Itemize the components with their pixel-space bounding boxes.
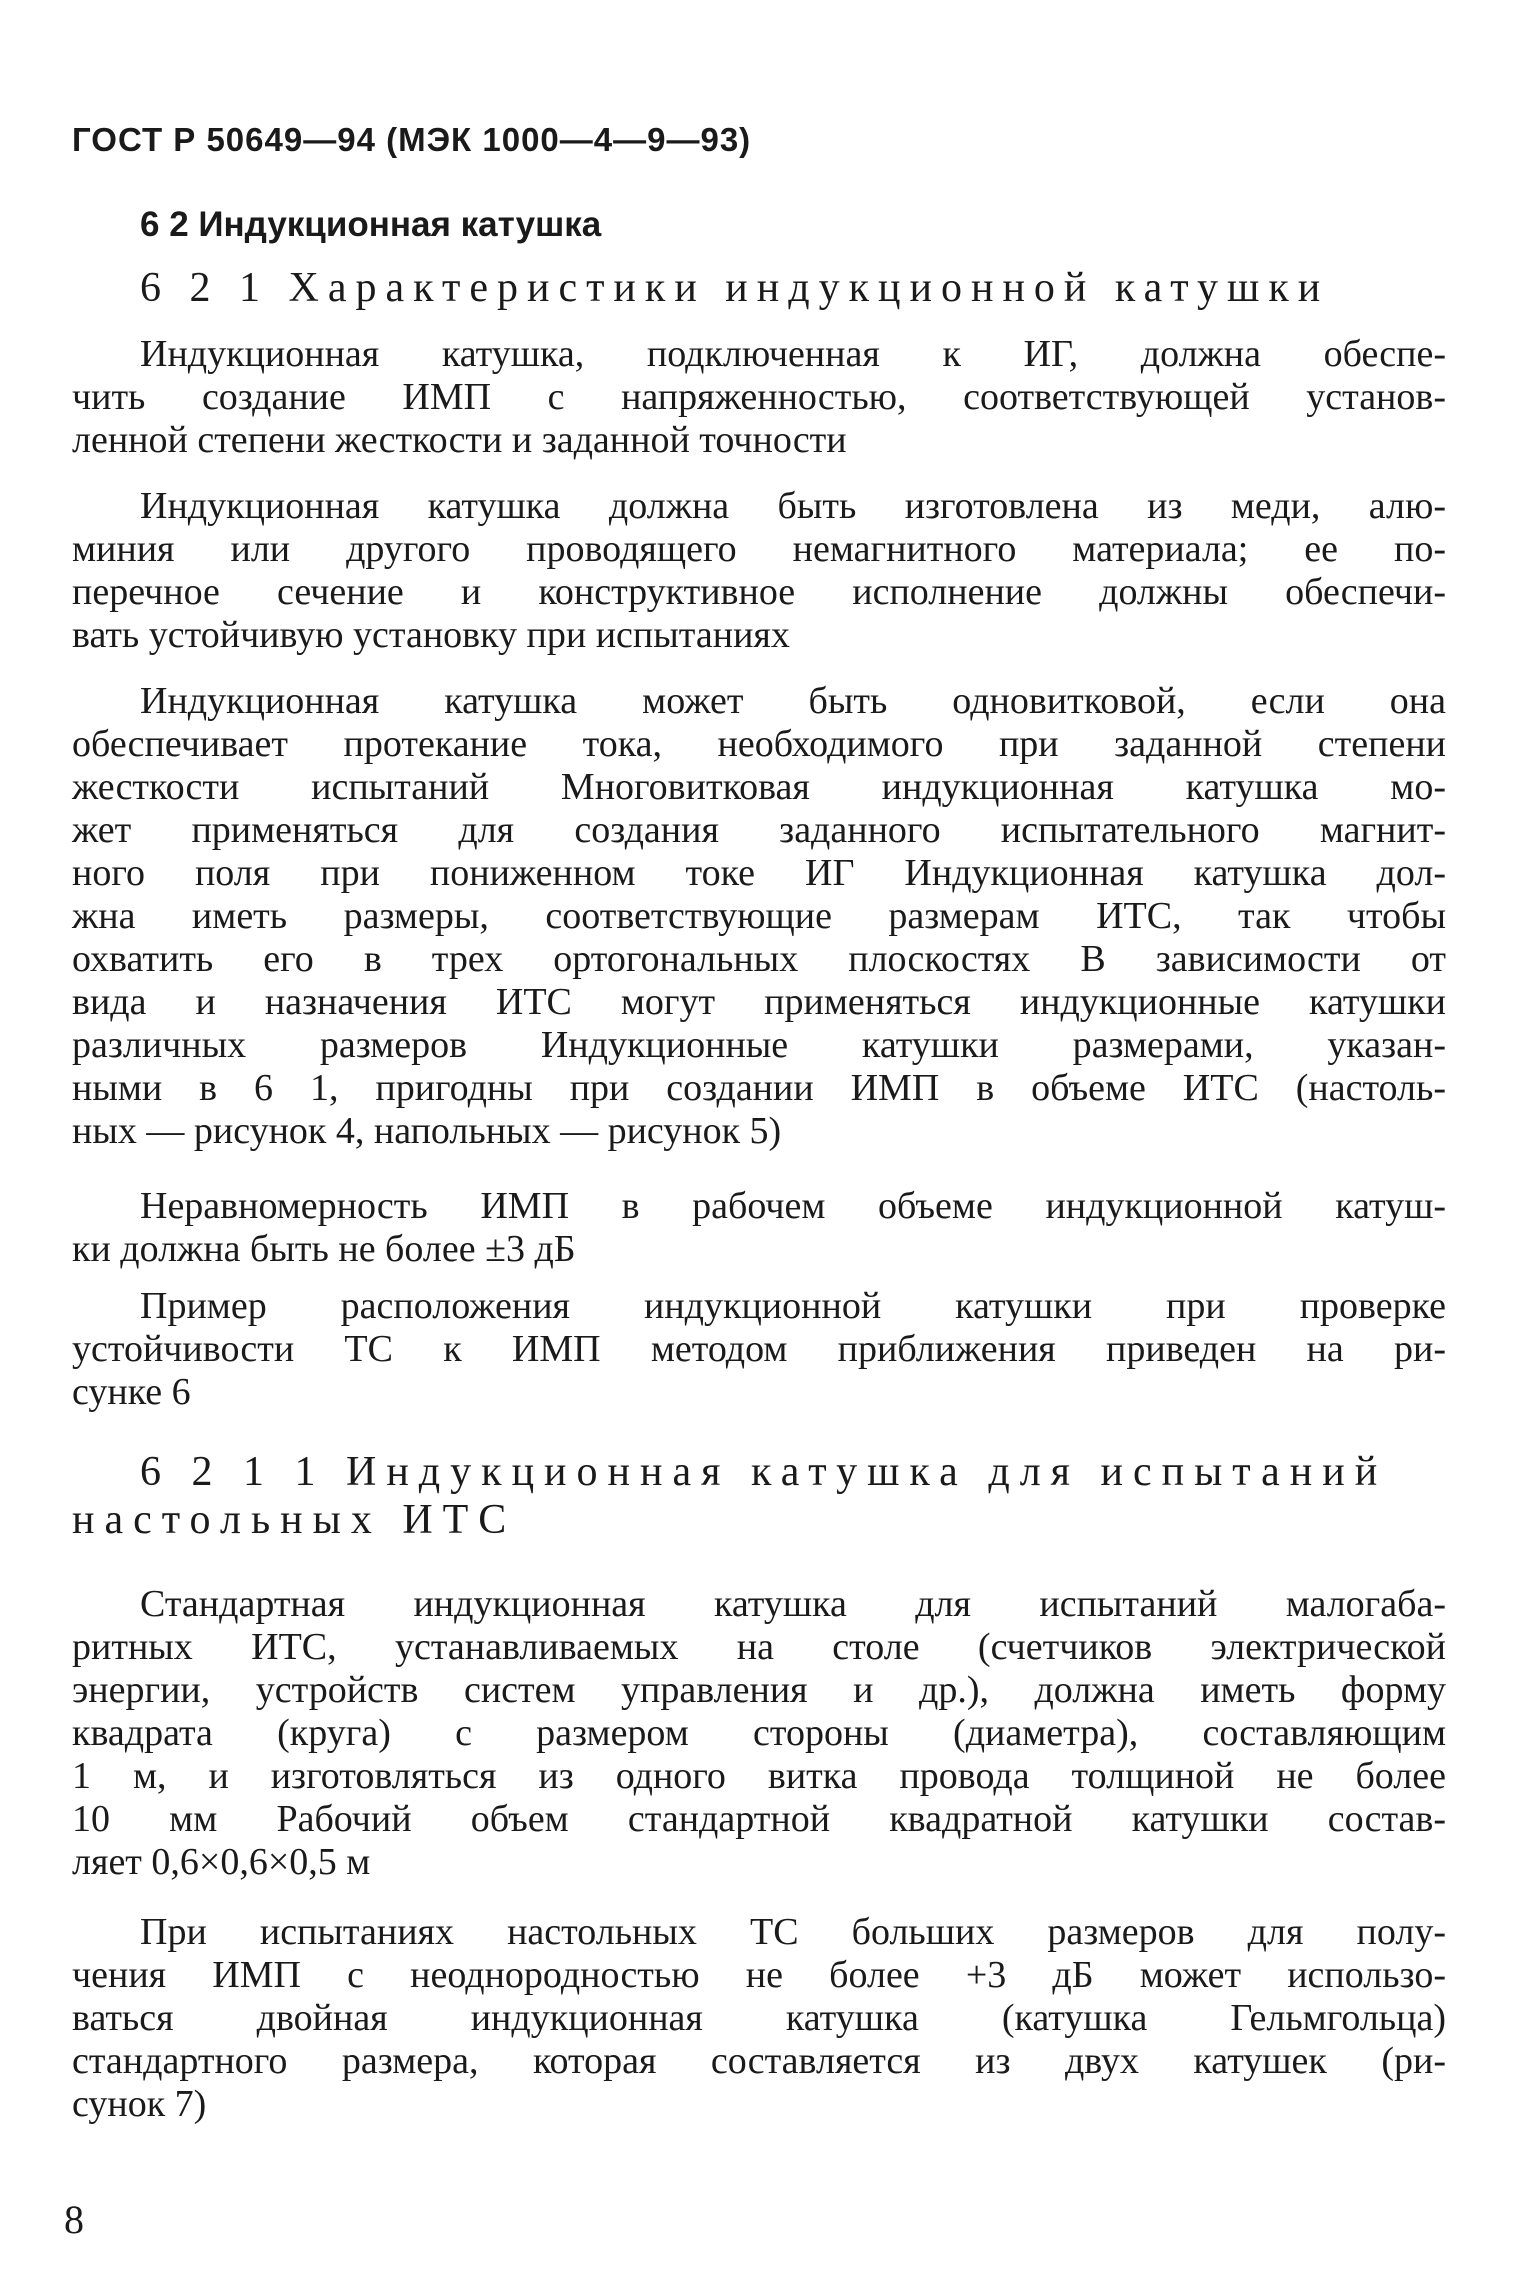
- paragraph-line: ных — рисунок 4, напольных — рисунок 5): [72, 1110, 782, 1152]
- paragraph-line: 1 м, и изготовляться из одного витка провода толщиной не более: [72, 1755, 1446, 1797]
- section-title: 6 2 Индукционная катушка: [140, 205, 602, 244]
- paragraph-line: обеспечивает протекание тока, необходимого при заданной степени: [72, 723, 1446, 765]
- subsection-heading-line: 6 2 1 Характеристики индукционной катушки: [140, 265, 1330, 311]
- paragraph-line: сунке 6: [72, 1371, 191, 1413]
- paragraph-line: ными в 6 1, пригодны при создании ИМП в объеме ИТС (настоль-: [72, 1067, 1446, 1109]
- paragraph-line: ритных ИТС, устанавливаемых на столе (счетчиков электрической: [72, 1626, 1446, 1668]
- paragraph-line: различных размеров Индукционные катушки размерами, указан-: [72, 1024, 1446, 1066]
- subsubsection-heading-line: 6 2 1 1 Индукционная катушка для испытаний: [140, 1449, 1388, 1495]
- paragraph-line: вать устойчивую установку при испытаниях: [72, 614, 790, 656]
- paragraph-line: энергии, устройств систем управления и др.), должна иметь форму: [72, 1669, 1446, 1711]
- paragraph-line: жна иметь размеры, соответствующие размерам ИТС, так чтобы: [72, 895, 1446, 937]
- paragraph-nonuniformity: [72, 1185, 1446, 1271]
- paragraph-line: 10 мм Рабочий объем стандартной квадратной катушки состав-: [72, 1798, 1446, 1840]
- subsection-heading: [140, 264, 1446, 312]
- paragraph-double-coil: [72, 1911, 1446, 2126]
- paragraph-line: перечное сечение и конструктивное исполнение должны обеспечи-: [72, 571, 1446, 613]
- document-header: ГОСТ Р 50649—94 (МЭК 1000—4—9—93): [72, 121, 752, 158]
- paragraph-line: жет применяться для создания заданного испытательного магнит-: [72, 809, 1446, 851]
- paragraph-line: При испытаниях настольных ТС больших размеров для полу-: [140, 1911, 1446, 1953]
- subsubsection-heading: [72, 1448, 1388, 1544]
- paragraph-line: чить создание ИМП с напряженностью, соответствующей установ-: [72, 376, 1446, 418]
- paragraph-example-placement: [72, 1285, 1446, 1414]
- paragraph-line: сунок 7): [72, 2083, 207, 2125]
- paragraph-coil-turns: [72, 680, 1446, 1153]
- paragraph-line: охватить его в трех ортогональных плоскостях В зависимости от: [72, 938, 1446, 980]
- paragraph-line: стандартного размера, которая составляется из двух катушек (ри-: [72, 2040, 1446, 2082]
- paragraph-line: Индукционная катушка может быть одновитковой, если она: [140, 680, 1446, 722]
- paragraph-standard-coil: [72, 1583, 1446, 1884]
- paragraph-coil-material: [72, 485, 1446, 657]
- paragraph-line: квадрата (круга) с размером стороны (диаметра), составляющим: [72, 1712, 1446, 1754]
- paragraph-line: Индукционная катушка должна быть изготовлена из меди, алю-: [140, 485, 1446, 527]
- paragraph-line: ляет 0,6×0,6×0,5 м: [72, 1841, 371, 1883]
- paragraph-line: ного поля при пониженном токе ИГ Индукционная катушка дол-: [72, 852, 1446, 894]
- paragraph-line: жесткости испытаний Многовитковая индукционная катушка мо-: [72, 766, 1446, 808]
- paragraph-line: Индукционная катушка, подключенная к ИГ, должна обеспе-: [140, 333, 1446, 375]
- paragraph-line: миния или другого проводящего немагнитного материала; ее по-: [72, 528, 1446, 570]
- paragraph-line: Стандартная индукционная катушка для испытаний малогаба-: [140, 1583, 1446, 1625]
- paragraph-line: ваться двойная индукционная катушка (катушка Гельмгольца): [72, 1997, 1446, 2039]
- paragraph-line: вида и назначения ИТС могут применяться индукционные катушки: [72, 981, 1446, 1023]
- paragraph-line: Неравномерность ИМП в рабочем объеме индукционной катуш-: [140, 1185, 1446, 1227]
- subsubsection-heading-line: настольных ИТС: [72, 1497, 517, 1543]
- paragraph-line: ленной степени жесткости и заданной точности: [72, 419, 847, 461]
- paragraph-line: чения ИМП с неоднородностью не более +3 дБ может использо-: [72, 1954, 1446, 1996]
- paragraph-line: ки должна быть не более ±3 дБ: [72, 1228, 576, 1270]
- page-number: 8: [64, 2197, 84, 2242]
- paragraph-line: устойчивости ТС к ИМП методом приближения приведен на ри-: [72, 1328, 1446, 1370]
- paragraph-coil-requirements: [72, 333, 1446, 462]
- paragraph-line: Пример расположения индукционной катушки при проверке: [140, 1285, 1446, 1327]
